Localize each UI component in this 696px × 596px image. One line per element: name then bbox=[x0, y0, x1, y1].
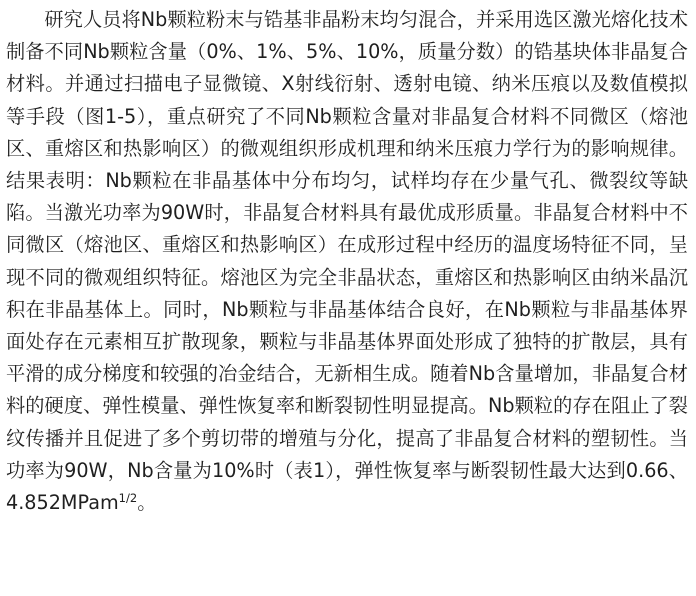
body-paragraph bbox=[6, 4, 688, 519]
unit-superscript: 1/2 bbox=[118, 491, 138, 506]
document-body bbox=[6, 4, 688, 519]
paragraph-end-mark: 。 bbox=[137, 491, 157, 515]
paragraph-text: 研究人员将Nb颗粒粉末与锆基非晶粉末均匀混合，并采用选区激光熔化技术制备不同Nb颗粒含量（0%、1%、5%、10%，质量分数）的锆基块体非晶复合材料。并通过扫描电子显微镜、X射线衍射、透射电镜、纳米压痕以及数值模拟等手段（图1-5），重点研究了不同Nb颗粒含量对非晶复合材料不同微区（熔池区、重熔区和热影响区）的微观组织形成机理和纳米压痕力学行为的影响规律。结果表明：Nb颗粒在非晶基体中分布均匀，试样均存在少量气孔、微裂纹等缺陷。当激光功率为90W时，非晶复合材料具有最优成形质量。非晶复合材料中不同微区（熔池区、重熔区和热影响区）在成形过程中经历的温度场特征不同，呈现不同的微观组织特征。熔池区为完全非晶状态，重熔区和热影响区由纳米晶沉积在非晶基体上。同时，Nb颗粒与非晶基体结合良好，在Nb颗粒与非晶基体界面处存在元素相互扩散现象，颗粒与非晶基体界面处形成了独特的扩散层，具有平滑的成分梯度和较强的冶金结合，无新相生成。随着Nb含量增加，非晶复合材料的硬度、弹性模量、弹性恢复率和断裂韧性明显提高。Nb颗粒的存在阻止了裂纹传播并且促进了多个剪切带的增殖与分化，提高了非晶复合材料的塑韧性。当功率为90W，Nb含量为10%时（表1），弹性恢复率与断裂韧性最大达到0.66、4.852MPam bbox=[6, 8, 688, 515]
